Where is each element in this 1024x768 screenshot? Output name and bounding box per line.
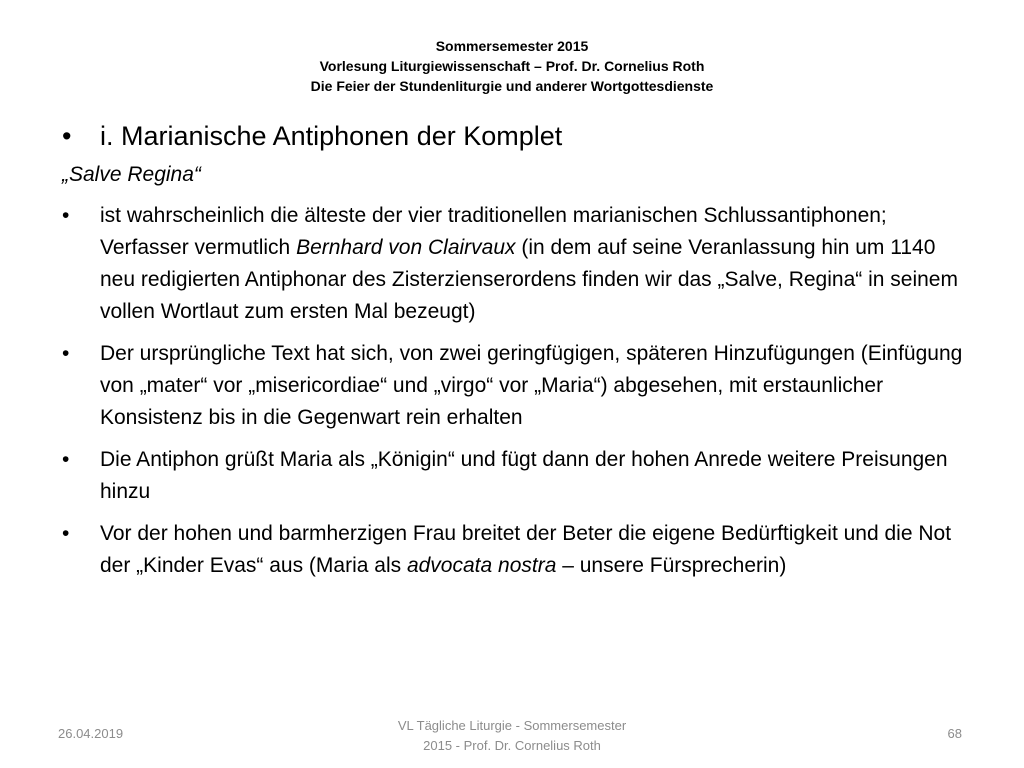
header-lecture: Vorlesung Liturgiewissenschaft – Prof. Dr. Cornelius Roth (319, 58, 705, 74)
bullet-icon: • (62, 448, 70, 471)
slide-content (62, 116, 972, 592)
section-heading (62, 116, 972, 156)
header-semester: Sommersemester 2015 (435, 38, 589, 54)
bullet-icon: • (62, 522, 70, 545)
footer-date: 26.04.2019 (58, 726, 124, 741)
footer-title: VL Tägliche Liturgie - Sommersemester 2015 - Prof. Dr. Cornelius Roth (397, 718, 627, 753)
bullet-item (62, 200, 972, 328)
footer-page-number: 68 (947, 726, 962, 741)
bullet-text: Vor der hohen und barmherzigen Frau breitet der Beter die eigene Bedürftigkeit und die Not der „Kinder Evas“ aus (Maria als advocata nostra – unsere Fürsprecherin) (100, 522, 952, 577)
slide-header (0, 36, 1024, 96)
bullet-item (62, 338, 972, 434)
bullet-text: ist wahrscheinlich die älteste der vier traditionellen marianischen Schlussantiphonen; Verfasser vermutlich Bernhard von Clairvaux (in dem auf seine Veranlassung hin um 1140 neu redigierten Antiphonar des Zisterzienserordens finden wir das „Salve, Regina“ in seinem vollen Wortlaut zum ersten Mal bezeugt) (100, 204, 958, 323)
bullet-item (62, 444, 972, 508)
section-heading-text: i. Marianische Antiphonen der Komplet (100, 121, 563, 151)
subheading: „Salve Regina“ (62, 163, 201, 186)
latin-term: advocata nostra (406, 554, 557, 577)
bullet-icon: • (62, 342, 70, 365)
bullet-text: Die Antiphon grüßt Maria als „Königin“ und fügt dann der hohen Anrede weitere Preisungen hinzu (100, 448, 948, 503)
header-topic: Die Feier der Stundenliturgie und anderer Wortgottesdienste (310, 78, 714, 94)
bullet-text: Der ursprüngliche Text hat sich, von zwei geringfügigen, späteren Hinzufügungen (Einfügung von „mater“ vor „misericordiae“ und „virgo“ vor „Maria“) abgesehen, mit erstaunlicher Konsistenz bis in die Gegenwart rein erhalten (100, 342, 963, 429)
author-name: Bernhard von Clairvaux (296, 236, 516, 259)
bullet-icon: • (62, 204, 70, 227)
bullet-item (62, 518, 972, 582)
bullet-icon: • (62, 121, 72, 151)
